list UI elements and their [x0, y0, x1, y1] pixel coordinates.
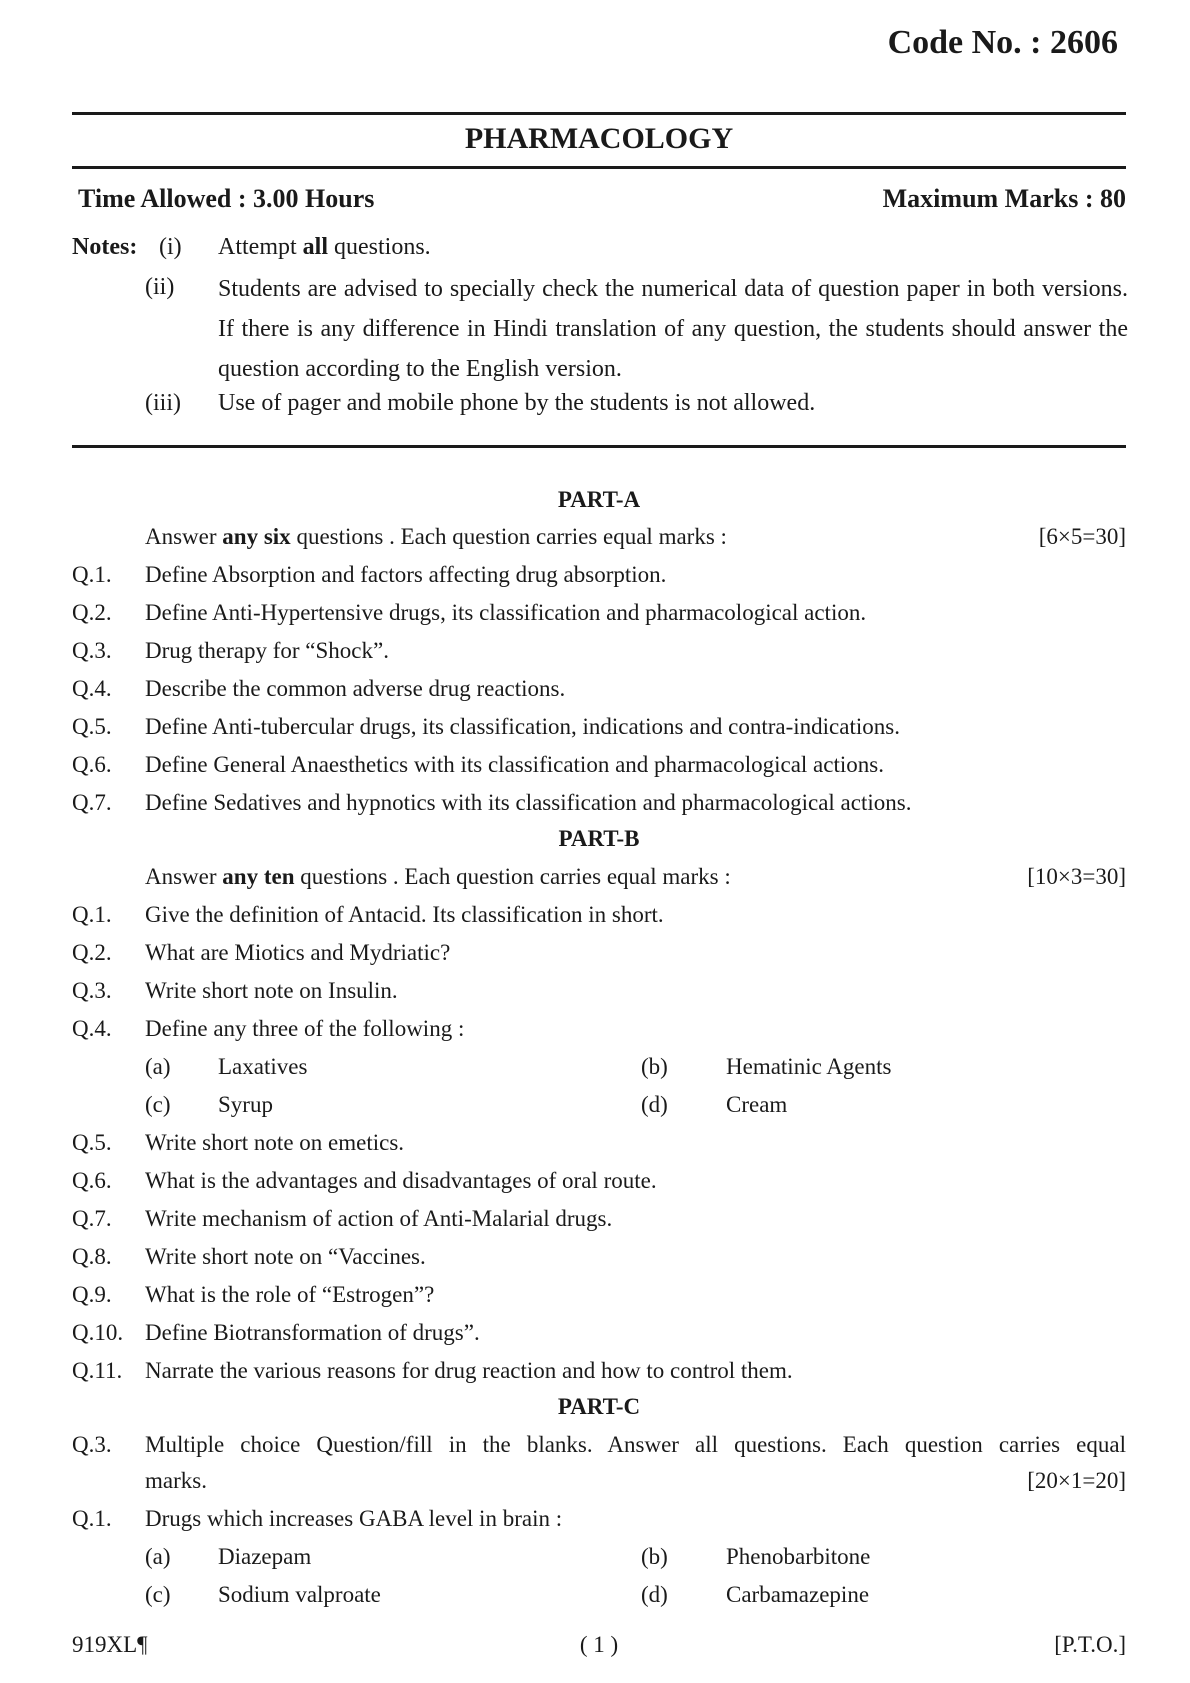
part-a-heading: PART-A	[557, 487, 641, 512]
divider	[72, 166, 1126, 169]
question-number: Q.4.	[72, 676, 112, 701]
option-text: Hematinic Agents	[726, 1054, 892, 1079]
note-text: Use of pager and mobile phone by the students is not allowed.	[218, 390, 816, 416]
option-text: Carbamazepine	[726, 1582, 870, 1607]
question-number: Q.3.	[72, 978, 112, 1003]
question-number: Q.2.	[72, 600, 112, 625]
question-text: Define Absorption and factors affecting drug absorption.	[145, 562, 667, 587]
question-text: marks.	[145, 1468, 207, 1493]
question-number: Q.1.	[72, 562, 112, 587]
question-number: Q.1.	[72, 1506, 112, 1531]
option-label: (c)	[145, 1092, 171, 1117]
option-label: (b)	[641, 1054, 668, 1079]
option-label: (d)	[641, 1092, 668, 1117]
question-number: Q.7.	[72, 790, 112, 815]
option-text: Sodium valproate	[218, 1582, 381, 1607]
question-number: Q.11.	[72, 1358, 123, 1383]
question-text: Drugs which increases GABA level in brain :	[145, 1506, 563, 1531]
option-label: (c)	[145, 1582, 171, 1607]
part-b-marks: [10×3=30]	[1027, 864, 1126, 889]
note-num: (i)	[159, 234, 182, 260]
question-text: Write short note on emetics.	[145, 1130, 405, 1155]
question-number: Q.8.	[72, 1244, 112, 1269]
part-a-marks: [6×5=30]	[1038, 524, 1126, 549]
time-allowed: Time Allowed : 3.00 Hours	[78, 184, 375, 213]
page-title: PHARMACOLOGY	[464, 122, 734, 155]
question-text: Multiple choice Question/fill in the blanks. Answer all questions. Each question carries equal	[145, 1432, 1126, 1457]
question-number: Q.4.	[72, 1016, 112, 1041]
maximum-marks: Maximum Marks : 80	[882, 184, 1126, 213]
option-label: (b)	[641, 1544, 668, 1569]
page-number: ( 1 )	[579, 1632, 619, 1657]
part-a-instruction: Answer any six questions . Each question carries equal marks :	[145, 524, 727, 549]
footer-code: 919XL¶	[72, 1632, 148, 1657]
question-text: Define any three of the following :	[145, 1016, 465, 1041]
divider	[72, 445, 1126, 448]
question-text: Give the definition of Antacid. Its classification in short.	[145, 902, 664, 927]
question-number: Q.6.	[72, 1168, 112, 1193]
notes-label: Notes:	[72, 234, 138, 260]
code-number: Code No. : 2606	[887, 24, 1118, 61]
divider	[72, 112, 1126, 115]
option-text: Laxatives	[218, 1054, 308, 1079]
question-number: Q.7.	[72, 1206, 112, 1231]
question-text: Drug therapy for “Shock”.	[145, 638, 389, 663]
part-c-heading: PART-C	[557, 1394, 641, 1419]
question-text: Write short note on Insulin.	[145, 978, 398, 1003]
question-number: Q.10.	[72, 1320, 124, 1345]
pto-label: [P.T.O.]	[1054, 1632, 1126, 1657]
question-text: Define Anti-tubercular drugs, its classification, indications and contra-indications.	[145, 714, 900, 739]
note-text: Students are advised to specially check the numerical data of question paper in both versions. If there is any difference in Hindi translation of any question, the students should answer the question according to the English version.	[218, 276, 1128, 382]
question-text: Write mechanism of action of Anti-Malarial drugs.	[145, 1206, 613, 1231]
question-number: Q.2.	[72, 940, 112, 965]
question-text: Write short note on “Vaccines.	[145, 1244, 426, 1269]
option-label: (a)	[145, 1544, 171, 1569]
part-b-instruction: Answer any ten questions . Each question carries equal marks :	[145, 864, 731, 889]
option-text: Syrup	[218, 1092, 273, 1117]
question-text: What is the advantages and disadvantages of oral route.	[145, 1168, 657, 1193]
option-label: (a)	[145, 1054, 171, 1079]
note-num: (iii)	[145, 390, 181, 416]
question-text: Narrate the various reasons for drug reaction and how to control them.	[145, 1358, 793, 1383]
question-text: Define Anti-Hypertensive drugs, its classification and pharmacological action.	[145, 600, 867, 625]
question-text: Define General Anaesthetics with its classification and pharmacological actions.	[145, 752, 884, 777]
question-text: Define Sedatives and hypnotics with its classification and pharmacological actions.	[145, 790, 912, 815]
question-text: Define Biotransformation of drugs”.	[145, 1320, 480, 1345]
question-text: Describe the common adverse drug reactions.	[145, 676, 566, 701]
option-text: Cream	[726, 1092, 788, 1117]
question-number: Q.1.	[72, 902, 112, 927]
question-text: What is the role of “Estrogen”?	[145, 1282, 435, 1307]
question-number: Q.3.	[72, 638, 112, 663]
note-num: (ii)	[145, 274, 175, 300]
option-text: Phenobarbitone	[726, 1544, 871, 1569]
note-text: Attempt all questions.	[218, 234, 431, 260]
option-text: Diazepam	[218, 1544, 312, 1569]
question-text: What are Miotics and Mydriatic?	[145, 940, 451, 965]
option-label: (d)	[641, 1582, 668, 1607]
part-c-marks: [20×1=20]	[1027, 1468, 1126, 1493]
question-number: Q.9.	[72, 1282, 112, 1307]
part-b-heading: PART-B	[558, 826, 640, 851]
question-number: Q.5.	[72, 1130, 112, 1155]
question-number: Q.6.	[72, 752, 112, 777]
question-number: Q.5.	[72, 714, 112, 739]
question-number: Q.3.	[72, 1432, 112, 1457]
